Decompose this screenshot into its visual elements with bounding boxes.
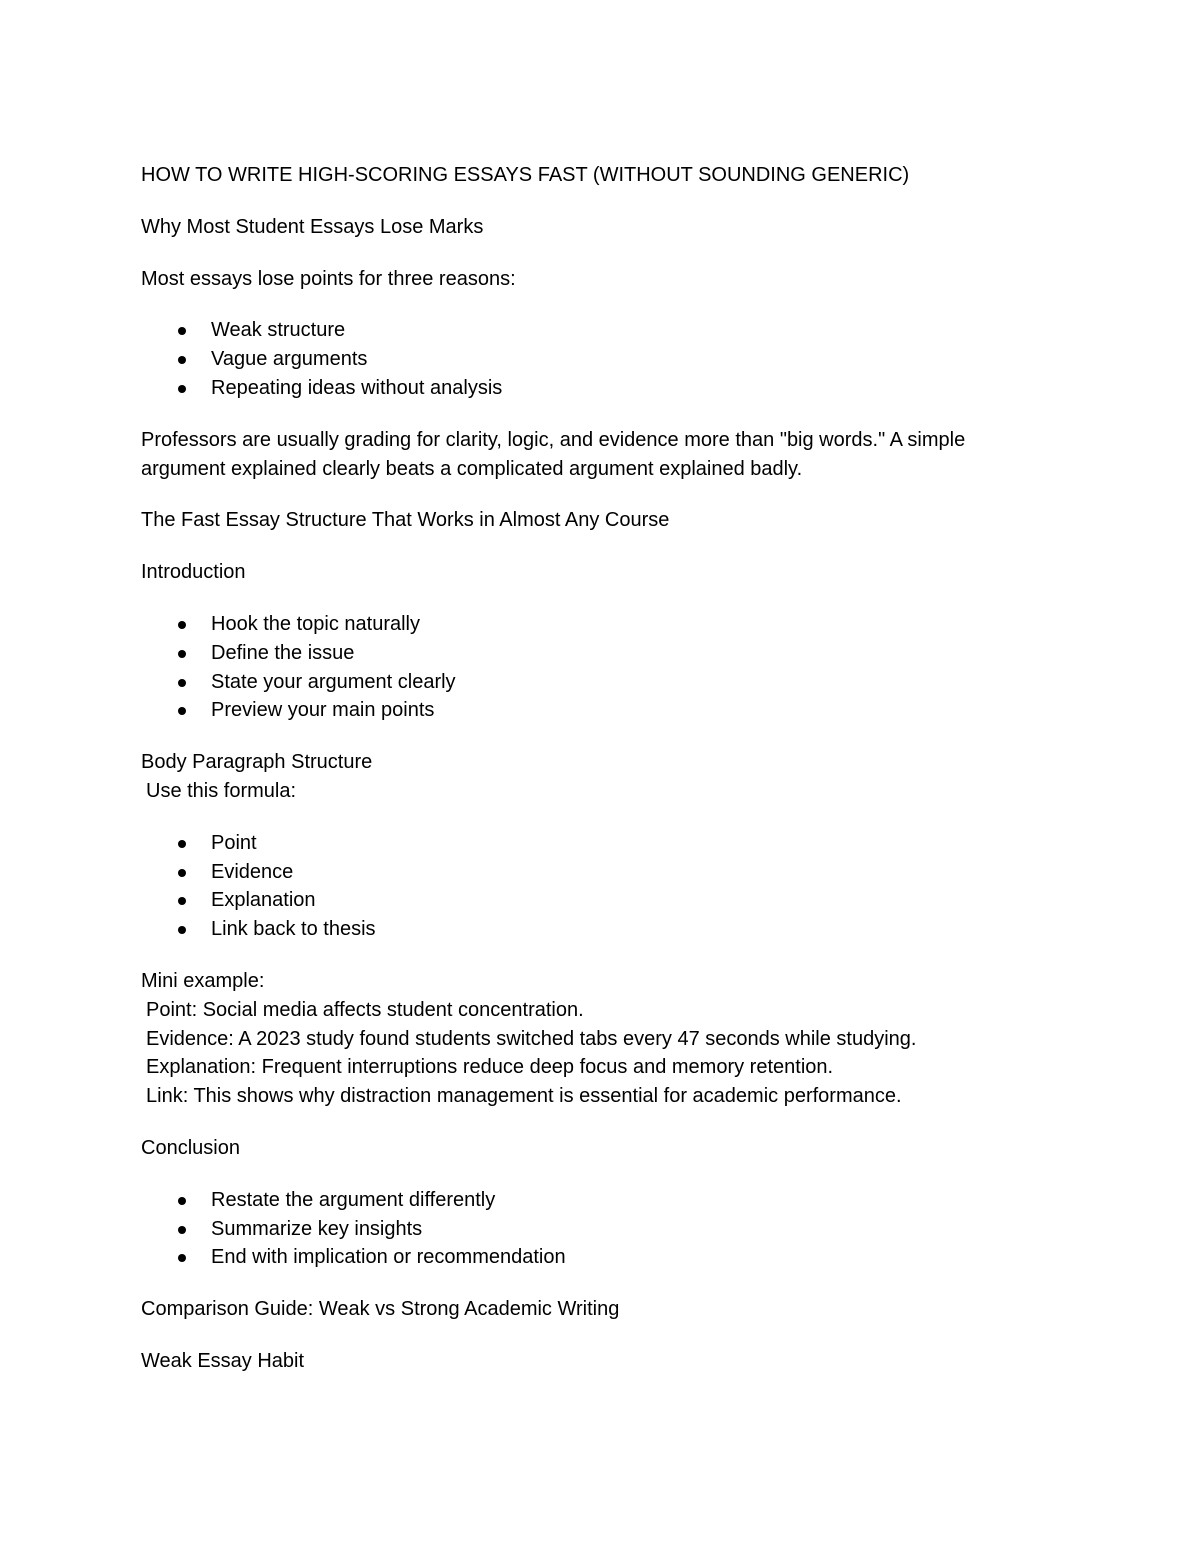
bullet-icon — [178, 926, 186, 934]
paragraph-line: argument explained clearly beats a complicated argument explained badly. — [141, 457, 803, 480]
list-item: Define the issue — [141, 639, 1101, 668]
bullet-icon — [178, 356, 186, 364]
list-item: Point — [141, 829, 1101, 858]
list-item: Repeating ideas without analysis — [141, 374, 1101, 403]
bullet-icon — [178, 869, 186, 877]
document-page — [141, 161, 1101, 1376]
paragraph-line: Professors are usually grading for clarity, logic, and evidence more than "big words." A simple — [141, 428, 966, 451]
bullet-icon — [178, 385, 186, 393]
section-heading-lose-marks: Why Most Student Essays Lose Marks — [141, 215, 484, 238]
list-item: Vague arguments — [141, 345, 1101, 374]
conclusion-list — [141, 1186, 1101, 1272]
bullet-icon — [178, 1197, 186, 1205]
bullet-icon — [178, 650, 186, 658]
bullet-icon — [178, 1254, 186, 1262]
list-item: End with implication or recommendation — [141, 1243, 1101, 1272]
list-item: Explanation — [141, 886, 1101, 915]
subheading-conclusion: Conclusion — [141, 1136, 240, 1159]
list-item: Restate the argument differently — [141, 1186, 1101, 1215]
section-intro-text: Most essays lose points for three reasons: — [141, 267, 516, 290]
subheading-weak-habit: Weak Essay Habit — [141, 1349, 305, 1372]
formula-label: Use this formula: — [146, 779, 297, 802]
introduction-list — [141, 610, 1101, 725]
section-heading-structure: The Fast Essay Structure That Works in Almost Any Course — [141, 509, 670, 532]
list-item: Evidence — [141, 858, 1101, 887]
bullet-icon — [178, 679, 186, 687]
list-item: Preview your main points — [141, 696, 1101, 725]
bullet-icon — [178, 1226, 186, 1234]
example-explanation: Explanation: Frequent interruptions reduce deep focus and memory retention. — [146, 1056, 834, 1079]
example-point: Point: Social media affects student concentration. — [146, 998, 584, 1021]
example-link: Link: This shows why distraction management is essential for academic performance. — [146, 1085, 902, 1108]
list-item: Link back to thesis — [141, 915, 1101, 944]
bullet-icon — [178, 707, 186, 715]
section-heading-comparison: Comparison Guide: Weak vs Strong Academic Writing — [141, 1298, 620, 1321]
example-evidence: Evidence: A 2023 study found students switched tabs every 47 seconds while studying. — [146, 1027, 917, 1050]
list-item: Summarize key insights — [141, 1215, 1101, 1244]
mini-example-heading: Mini example: — [141, 969, 265, 992]
list-item: Hook the topic naturally — [141, 610, 1101, 639]
bullet-icon — [178, 840, 186, 848]
list-item: Weak structure — [141, 316, 1101, 345]
subheading-body-paragraph: Body Paragraph Structure — [141, 751, 373, 774]
reasons-list — [141, 316, 1101, 402]
subheading-introduction: Introduction — [141, 561, 246, 584]
bullet-icon — [178, 897, 186, 905]
list-item: State your argument clearly — [141, 668, 1101, 697]
formula-list — [141, 829, 1101, 944]
bullet-icon — [178, 621, 186, 629]
bullet-icon — [178, 327, 186, 335]
document-title: HOW TO WRITE HIGH-SCORING ESSAYS FAST (WITHOUT SOUNDING GENERIC) — [141, 164, 910, 186]
